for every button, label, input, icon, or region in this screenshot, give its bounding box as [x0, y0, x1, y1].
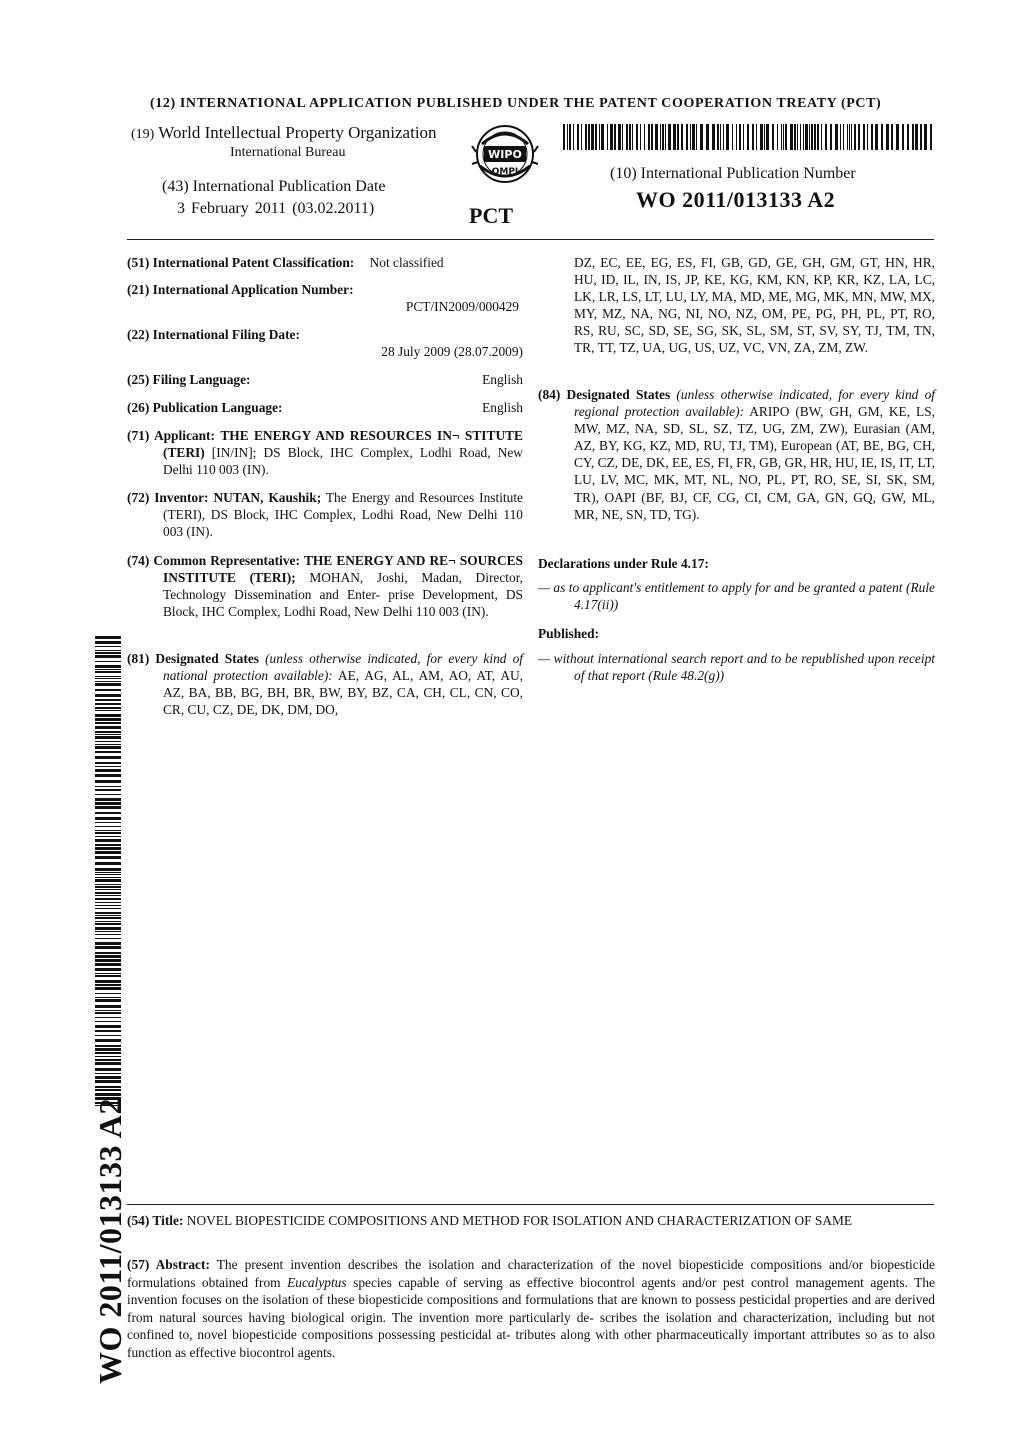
field-22: [127, 326, 523, 360]
abstract-divider: [127, 1204, 934, 1205]
field-72-label: (72) Inventor:: [127, 490, 209, 505]
published-heading-text: Published:: [538, 626, 600, 641]
field-84-states: ARIPO (BW, GH, GM, KE, LS, MW, MZ, NA, SD, SL, SZ, TZ, UG, ZM, ZW), Eurasian (AM, AZ, BY, KG, KZ, MD, RU, TJ, TM), European (AT, BE, BG, CH, CY, CZ, DE, DK, EE, ES, FI, FR, GB, GR, HR, HU, IE, IS, IT, LT, LU, LV, MC, MK, MT, NL, NO, PL, PT, RO, SE, SI, SK, SM, TR), OAPI (BF, BJ, CF, CG, CI, CM, GA, GN, GQ, GW, ML, MR, NE, SN, TD, TG).: [574, 404, 935, 522]
publication-number: WO 2011/013133 A2: [636, 187, 836, 212]
field-81-states: AE, AG, AL, AM, AO, AT, AU, AZ, BA, BB, BG, BH, BR, BW, BY, BZ, CA, CH, CL, CN, CO, CR, CU, CZ, DE, DK, DM, DO,: [163, 668, 524, 718]
org-name: World Intellectual Property Organization: [158, 123, 437, 142]
document-type-heading: (12) INTERNATIONAL APPLICATION PUBLISHED UNDER THE PATENT COOPERATION TREATY (PCT): [150, 96, 882, 111]
field-81: [127, 650, 523, 718]
inventor-name: NUTAN, Kaushik;: [213, 490, 322, 505]
field-72: [127, 489, 523, 540]
field-74-label: (74) Common Representative:: [127, 553, 300, 568]
publication-date: 3 February 2011 (03.02.2011): [177, 200, 375, 217]
declaration-item: — as to applicant's entitlement to apply for and be granted a patent (Rule 4.17(ii)): [538, 580, 935, 613]
field-51: [127, 254, 523, 271]
field-25-value: English: [482, 372, 523, 387]
publication-date-label: (43) International Publication Date: [162, 178, 386, 195]
abstract-field: [127, 1256, 935, 1362]
field-84-label: (84) Designated States: [538, 387, 671, 402]
field-25-label: (25) Filing Language:: [127, 372, 251, 387]
published-item: — without international search report and to be republished upon receipt of that report (Rule 48.2(g)): [538, 651, 935, 684]
field-51-label: (51) International Patent Classification:: [127, 255, 355, 270]
field-51-value: Not classified: [369, 255, 444, 270]
field-26-label: (26) Publication Language:: [127, 400, 283, 415]
representative-address: MOHAN, Joshi, Madan, Director, Technology Dissemination and Enter- prise Development, DS Block, IHC Complex, Lodhi Road, New Delhi 110 003 (IN).: [163, 570, 523, 620]
applicant-address: [IN/IN]; DS Block, IHC Complex, Lodhi Road, New Delhi 110 003 (IN).: [163, 445, 523, 478]
bureau-name: International Bureau: [230, 145, 346, 160]
org-code: (19): [131, 127, 155, 142]
field-74: [127, 552, 523, 620]
publication-number-label: (10) International Publication Number: [610, 165, 856, 182]
applicant-name: THE ENERGY AND RESOURCES IN¬ STITUTE (TERI): [163, 428, 523, 461]
inventor-address: The Energy and Resources Institute (TERI), DS Block, IHC Complex, Lodhi Road, New Delhi 110 003 (IN).: [163, 490, 523, 540]
field-81-states-continued: DZ, EC, EE, EG, ES, FI, GB, GD, GE, GH, GM, GT, HN, HR, HU, ID, IL, IN, IS, JP, KE, KG, KM, KN, KP, KR, KZ, LA, LC, LK, LR, LS, LT, LU, LY, MA, MD, ME, MG, MK, MN, MW, MX, MY, MZ, NA, NG, NI, NO, NZ, OM, PE, PG, PH, PL, PT, RO, RS, RU, SC, SD, SE, SG, SK, SL, SM, ST, SV, SY, TJ, TM, TN, TR, TT, TZ, UA, UG, US, UZ, VC, VN, ZA, ZM, ZW.: [574, 255, 935, 356]
field-84: [538, 386, 935, 523]
field-25: [127, 371, 523, 388]
field-81-label: (81) Designated States: [127, 651, 259, 666]
field-81-qualifier: (unless otherwise indicated, for every kind of national protection available):: [163, 651, 523, 684]
svg-text:OMPI: OMPI: [491, 167, 519, 177]
side-barcode: [95, 636, 121, 1106]
field-71: [127, 427, 523, 478]
organization-name: [131, 123, 437, 143]
side-publication-number: WO 2011/013133 A2: [92, 1098, 128, 1384]
abstract-species: Eucalyptus: [287, 1274, 347, 1290]
abstract-text-part2: species capable of serving as effective biocontrol agents and/or pest control management agents. The invention focuses on the isolation of these biopesticide compositions and formulations that are known to possess pesticidal properties and are derived from natural sources having biological origin. The invention more particularly de- scribes the isolation and characterization, including but not confined to, novel biopesticide compositions possessing pesticidal at- tributes along with other pharmaceutically important attributes so as to also function as effective biocontrol agents.: [127, 1274, 936, 1360]
header-divider: [127, 239, 934, 240]
svg-text:WIPO: WIPO: [488, 148, 522, 161]
title-field: [127, 1212, 935, 1230]
representative-name: THE ENERGY AND RE¬ SOURCES INSTITUTE (TERI);: [163, 553, 523, 586]
declarations-heading-text: Declarations under Rule 4.17:: [538, 556, 709, 571]
field-26: [127, 399, 523, 416]
field-71-label: (71) Applicant:: [127, 428, 215, 443]
field-81-continued: [538, 254, 935, 357]
title-label: (54) Title:: [127, 1213, 184, 1228]
field-84-qualifier: (unless otherwise indicated, for every kind of regional protection available):: [574, 387, 935, 420]
declarations-heading: [538, 555, 935, 572]
top-barcode: [563, 124, 933, 150]
field-21: [127, 281, 523, 315]
published-heading: [538, 625, 935, 642]
abstract-label: (57) Abstract:: [127, 1257, 210, 1272]
wipo-logo: [470, 122, 540, 202]
abstract-text-part1: The present invention describes the isolation and characterization of the novel biopesticide compositions and/or biopesticide formulations obtained from: [127, 1257, 935, 1290]
pct-mark: PCT: [469, 203, 513, 228]
field-22-value: 28 July 2009 (28.07.2009): [381, 344, 523, 360]
field-26-value: English: [482, 400, 523, 415]
field-21-label: (21) International Application Number:: [127, 282, 354, 297]
invention-title: NOVEL BIOPESTICIDE COMPOSITIONS AND METHOD FOR ISOLATION AND CHARACTERIZATION OF SAME: [186, 1213, 853, 1228]
field-22-label: (22) International Filing Date:: [127, 327, 300, 342]
field-21-value: PCT/IN2009/000429: [405, 299, 519, 315]
